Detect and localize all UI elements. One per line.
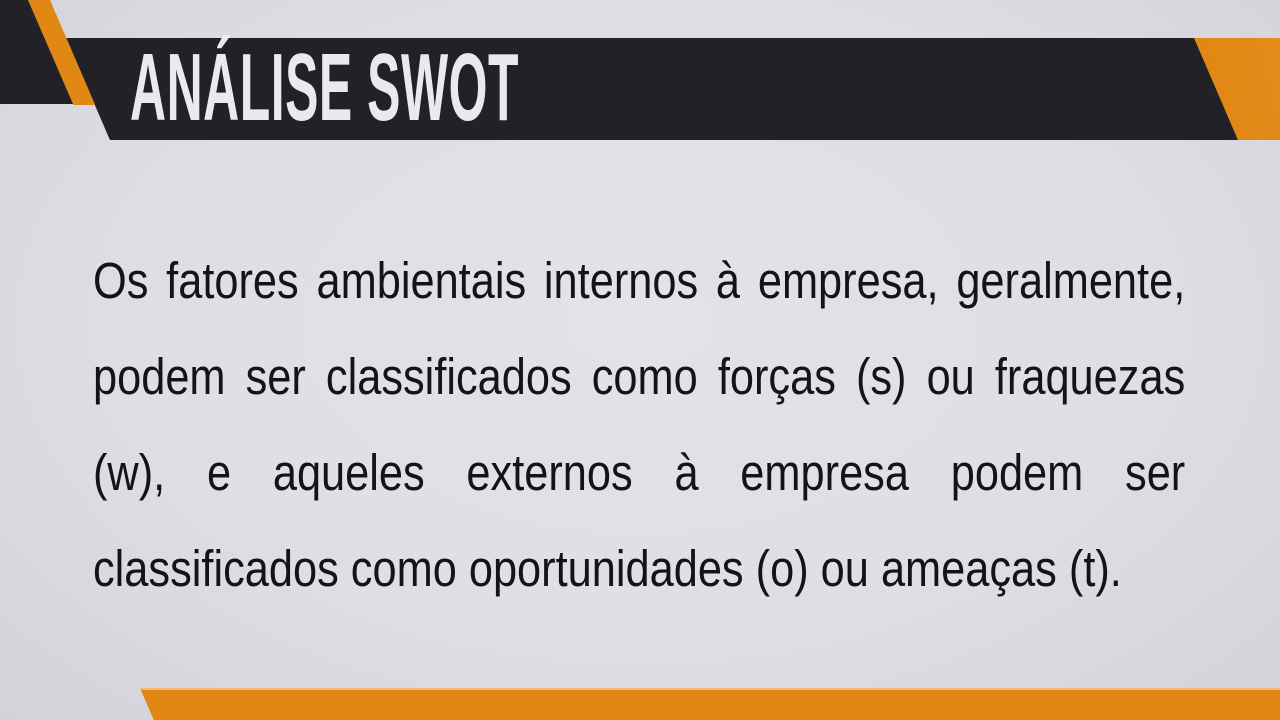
body-line-3: (w), e aqueles externos à empresa podem ser	[93, 444, 1186, 501]
body-paragraph	[93, 233, 1185, 617]
body-line-4: classificados como oportunidades (o) ou ameaças (t).	[93, 540, 1122, 597]
body-line-2: podem ser classificados como forças (s) ou fraquezas	[93, 348, 1186, 405]
slide-title: ANÁLISE SWOT	[130, 34, 519, 141]
body-line-1: Os fatores ambientais internos à empresa, geralmente,	[93, 252, 1186, 309]
footer-orange-bar	[140, 688, 1280, 720]
